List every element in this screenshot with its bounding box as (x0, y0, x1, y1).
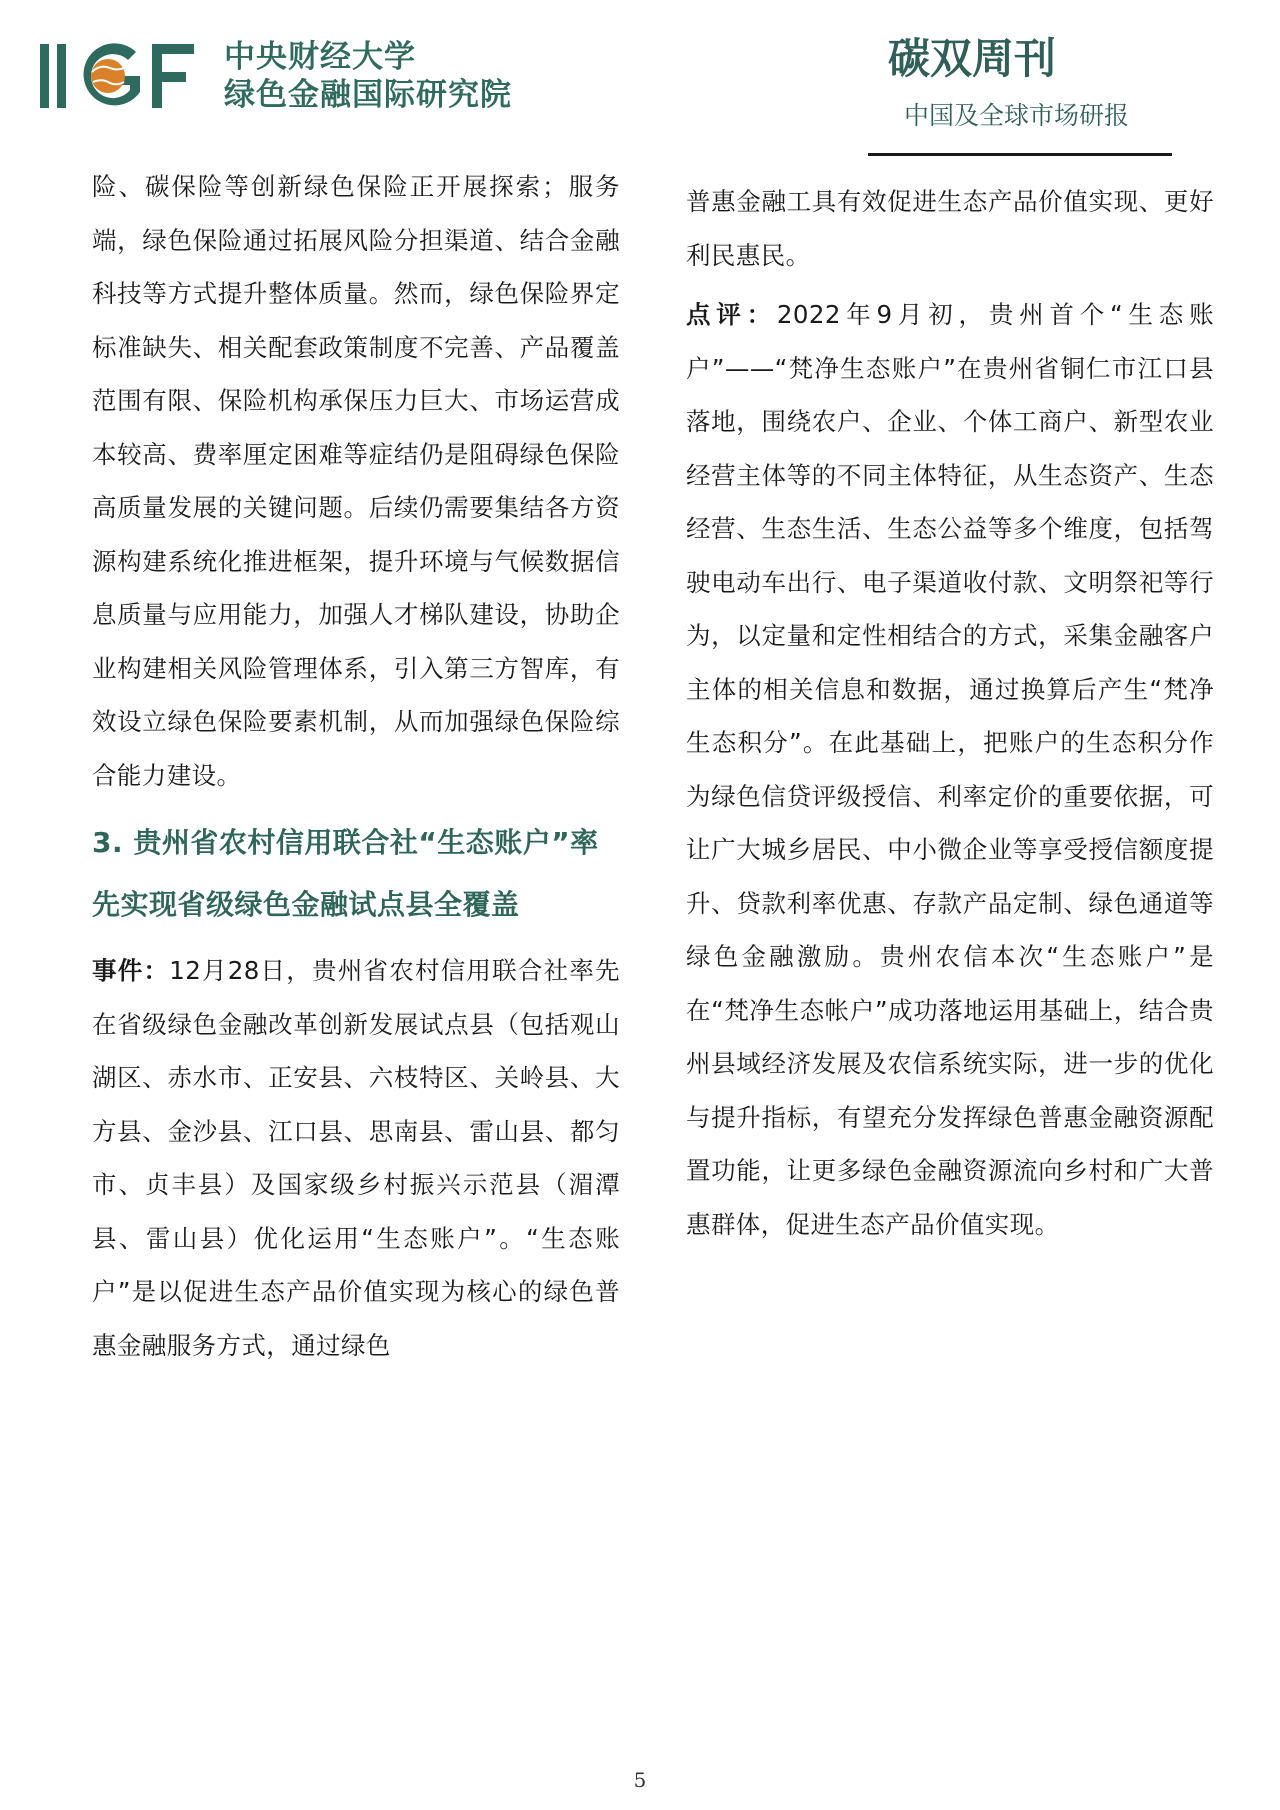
left-column (92, 160, 620, 1372)
continuation-paragraph: 普惠金融工具有效促进生态产品价值实现、更好利民惠民。 (686, 187, 1214, 270)
publication-subtitle: 中国及全球市场研报 (904, 101, 1130, 130)
comment-paragraph (686, 288, 1214, 1251)
iigf-logo-mark (40, 40, 212, 112)
comment-text: 2022年9月初，贵州首个“生态账户”——“梵净生态账户”在贵州省铜仁市江口县落地，围绕农户、企业、个体工商户、新型农业经营主体等的不同主体特征，从生态资产、生态经营、生态生活、生态公益等多个维度，包括驾驶电动车出行、电子渠道收付款、文明祭祀等行为，以定量和定性相结合的方式，采集金融客户主体的相关信息和数据，通过换算后产生“梵净生态积分”。在此基础上，把账户的生态积分作为绿色信贷评级授信、利率定价的重要依据，可让广大城乡居民、中小微企业等享受授信额度提升、贷款利率优惠、存款产品定制、绿色通道等绿色金融激励。贵州农信本次“生态账户”是在“梵净生态帐户”成功落地运用基础上，结合贵州县域经济发展及农信系统实际，进一步的优化与提升指标，有望充分发挥绿色普惠金融资源配置功能，让更多绿色金融资源流向乡村和广大普惠群体，促进生态产品价值实现。 (686, 300, 1215, 1239)
insurance-paragraph: 险、碳保险等创新绿色保险正开展探索；服务端，绿色保险通过拓展风险分担渠道、结合金融科技等方式提升整体质量。然而，绿色保险界定标准缺失、相关配套政策制度不完善、产品覆盖范围有限、保险机构承保压力巨大、市场运营成本较高、费率厘定困难等症结仍是阻碍绿色保险高质量发展的关键问题。后续仍需要集结各方资源构建系统化推进框架，提升环境与气候数据信息质量与应用能力，加强人才梯队建设，协助企业构建相关风险管理体系，引入第三方智库，有效设立绿色保险要素机制，从而加强绿色保险综合能力建设。 (92, 172, 620, 790)
publication-header (868, 32, 1172, 134)
institute-logo (40, 40, 512, 112)
comment-label: 点评： (686, 300, 777, 329)
right-column (686, 175, 1214, 1251)
header-rule (868, 153, 1172, 156)
event-paragraph (92, 944, 620, 1372)
event-text: 12月28日，贵州省农村信用联合社率先在省级绿色金融改革创新发展试点县（包括观山湖区、赤水市、正安县、六枝特区、关岭县、大方县、金沙县、江口县、思南县、雷山县、都匀市、贞丰县）及国家级乡村振兴示范县（湄潭县、雷山县）优化运用“生态账户”。“生态账户”是以促进生态产品价值实现为核心的绿色普惠金融服务方式，通过绿色 (92, 956, 620, 1360)
org-name-line2: 绿色金融国际研究院 (224, 77, 512, 113)
section-heading: 3. 贵州省农村信用联合社“生态账户”率先实现省级绿色金融试点县全覆盖 (92, 826, 599, 921)
org-name-line1: 中央财经大学 (224, 39, 416, 75)
event-label: 事件： (92, 956, 170, 985)
page-number: 5 (633, 1768, 647, 1792)
publication-title: 碳双周刊 (887, 34, 1056, 83)
